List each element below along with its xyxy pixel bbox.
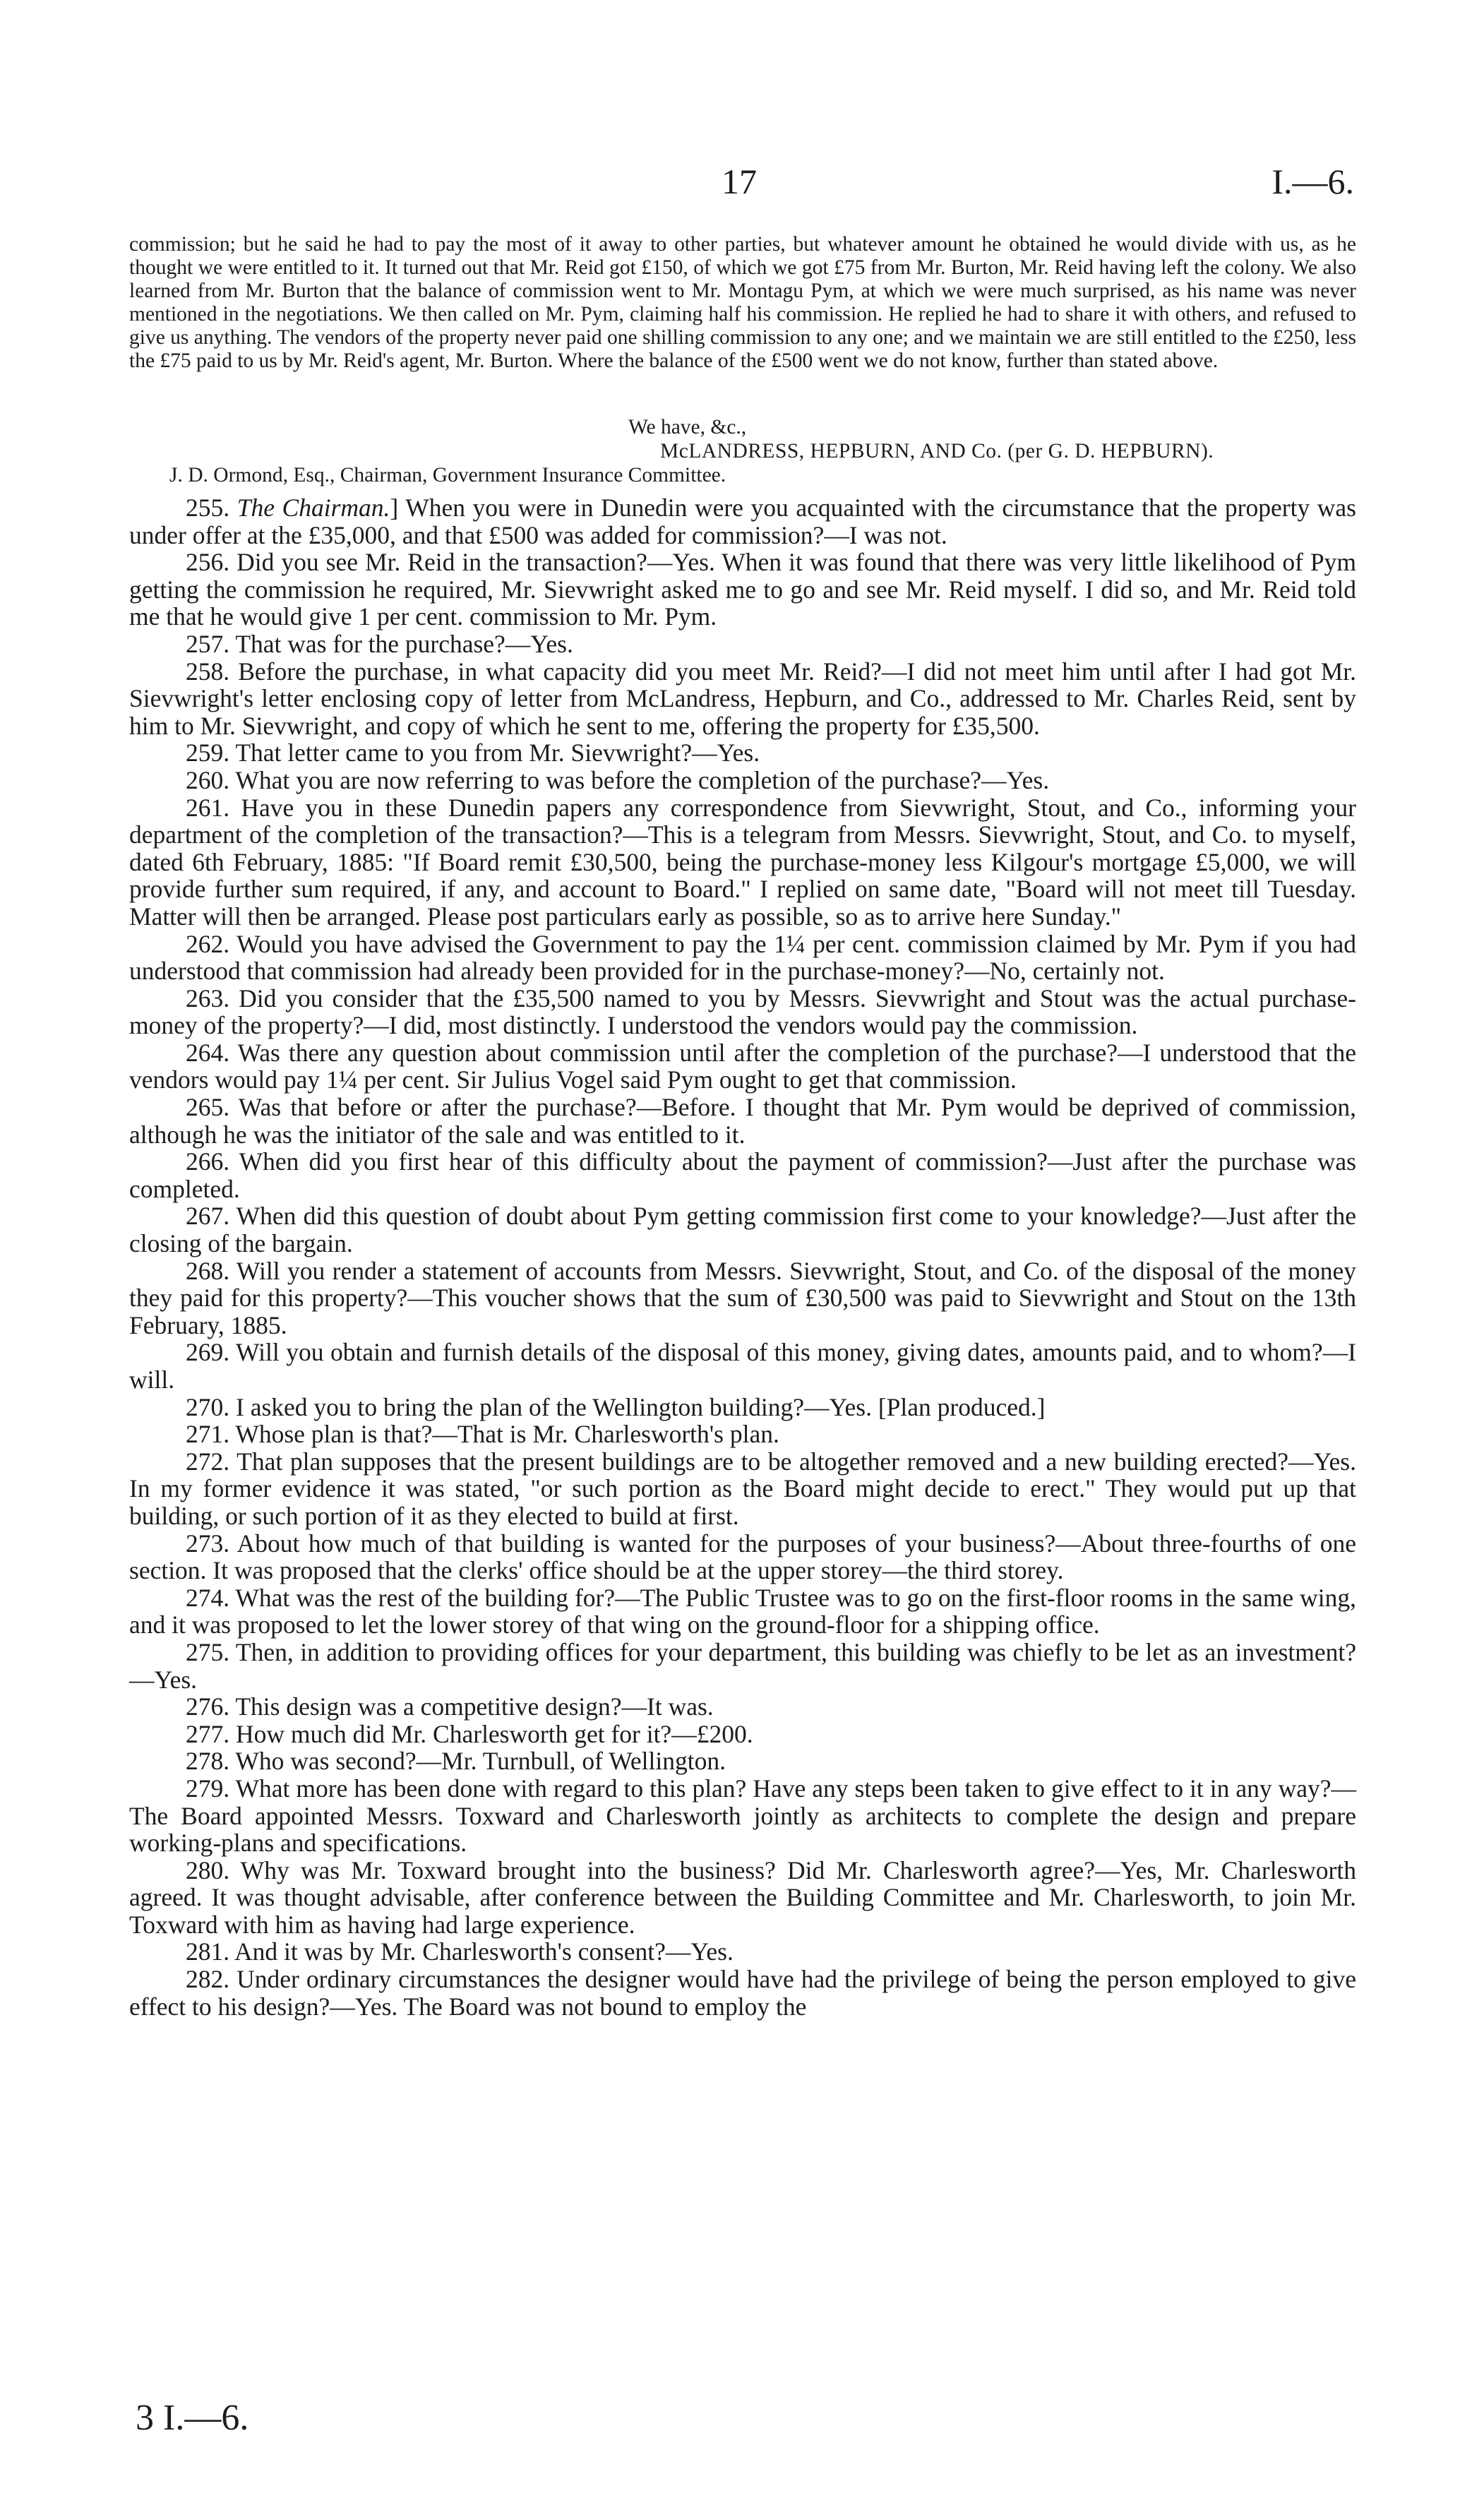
question-282: 282. Under ordinary circumstances the designer would have had the privilege of being the person employed to give effect to his design?—Yes. The Board was not bound to employ the [129,1965,1356,2021]
question-258: 258. Before the purchase, in what capacity did you meet Mr. Reid?—I did not meet him until after I had got Mr. Sievwright's letter enclosing copy of letter from McLandress, Hepburn, and Co., addressed to Mr. Charles Reid, sent by him to Mr. Sievwright, and copy of which he sent to me, offering the property for £35,500. [129,657,1356,740]
question-278: 278. Who was second?—Mr. Turnbull, of Wellington. [186,1747,726,1776]
question-263: 263. Did you consider that the £35,500 named to you by Messrs. Sievwright and Stout was the actual purchase-money of the property?—I did, most distinctly. I understood the vendors would pay the commission. [129,984,1356,1040]
question-259: 259. That letter came to you from Mr. Sievwright?—Yes. [186,739,760,767]
letter-signature: McLANDRESS, HEPBURN, AND Co. (per G. D. HEPBURN). [660,440,1214,462]
page-header [0,161,1484,203]
signature-mark: 3 I.—6. [136,2398,249,2438]
question-271: 271. Whose plan is that?—That is Mr. Charlesworth's plan. [186,1420,779,1449]
evidence-questions [129,494,1356,2020]
question-256: 256. Did you see Mr. Reid in the transaction?—Yes. When it was found that there was very little likelihood of Pym getting the commission he required, Mr. Sievwright asked me to go and see Mr. Reid myself. I did so, and Mr. Reid told me that he would give 1 per cent. commission to Mr. Pym. [129,548,1356,631]
question-260: 260. What you are now referring to was before the completion of the purchase?—Yes. [186,765,1050,794]
question-267: 267. When did this question of doubt about Pym getting commission first come to your knowledge?—Just after the closing of the bargain. [129,1202,1356,1258]
letter-body: commission; but he said he had to pay the most of it away to other parties, but whatever amount he obtained he would divide with us, as he thought we were entitled to it. It turned out that Mr. Reid got £150, of which we got £75 from Mr. Burton, Mr. Reid having left the colony. We also learned from Mr. Burton that the balance of commission went to Mr. Montagu Pym, at which we were much surprised, as his name was never mentioned in the negotiations. We then called on Mr. Pym, claiming half his commission. He replied he had to share it with others, and refused to give us anything. The vendors of the property never paid one shilling commission to any one; and we maintain we are still entitled to the £250, less the £75 paid to us by Mr. Reid's agent, Mr. Burton. Where the balance of the £500 went we do not know, further than stated above. [129,233,1356,372]
question-265: 265. Was that before or after the purchase?—Before. I thought that Mr. Pym would be deprived of commission, although he was the initiator of the sale and was entitled to it. [129,1093,1356,1149]
question-281: 281. And it was by Mr. Charlesworth's consent?—Yes. [186,1937,734,1966]
question-274: 274. What was the rest of the building for?—The Public Trustee was to go on the first-floor rooms in the same wing, and it was proposed to let the lower storey of that wing on the ground-floor for a shipping office. [129,1583,1356,1639]
speaker-label: The Chairman. [237,494,390,522]
question-268: 268. Will you render a statement of accounts from Messrs. Sievwright, Stout, and Co. of the disposal of the money they paid for this property?—This voucher shows that the sum of £30,500 was paid to Sievwright and Stout on the 13th February, 1885. [129,1256,1356,1339]
question-257: 257. That was for the purchase?—Yes. [186,629,573,658]
question-277: 277. How much did Mr. Charlesworth get for it?—£200. [186,1719,753,1748]
question-279: 279. What more has been done with regard to this plan? Have any steps been taken to give effect to it in any way?—The Board appointed Messrs. Toxward and Charlesworth jointly as architects to complete the design and prepare working-plans and specifications. [129,1774,1356,1858]
question-275: 275. Then, in addition to providing offices for your department, this building was chiefly to be let as an investment?—Yes. [129,1637,1356,1694]
letter-excerpt [129,233,1356,373]
question-255: 255. The Chairman.] When you were in Dunedin were you acquainted with the circumstance that the property was under offer at the £35,000, and that £500 was added for commission?—I was not. [129,494,1356,549]
letter-closing: We have, &c., [628,416,747,438]
question-272: 272. That plan supposes that the present buildings are to be altogether removed and a new building erected?—Yes. In my former evidence it was stated, "or such portion as the Board might decide to erect." They would put up that building, or such portion of it as they elected to build at first. [129,1447,1356,1530]
page-number: 17 [722,162,757,201]
document-reference: I.—6. [1271,162,1354,201]
question-264: 264. Was there any question about commission until after the completion of the purchase?—I understood that the vendors would pay 1¼ per cent. Sir Julius Vogel said Pym ought to get that commission. [129,1038,1356,1094]
question-276: 276. This design was a competitive design?—It was. [186,1692,714,1721]
question-280: 280. Why was Mr. Toxward brought into the business? Did Mr. Charlesworth agree?—Yes, Mr. Charlesworth agreed. It was thought advisable, after conference between the Building Committee and Mr. Charlesworth, to join Mr. Toxward with him as having had large experience. [129,1855,1356,1939]
letter-addressee: J. D. Ormond, Esq., Chairman, Government Insurance Committee. [169,464,726,486]
question-255-text: When you were in Dunedin were you acquainted with the circumstance that the property was under offer at the £35,000, and that £500 was added for commission?—I was not. [129,494,1356,549]
question-262: 262. Would you have advised the Government to pay the 1¼ per cent. commission claimed by Mr. Pym if you had understood that commission had already been provided for in the purchase-money?—No, certainly not. [129,929,1356,986]
question-270: 270. I asked you to bring the plan of the Wellington building?—Yes. [Plan produced.] [186,1392,1046,1421]
question-266: 266. When did you first hear of this difficulty about the payment of commission?—Just after the purchase was completed. [129,1147,1356,1203]
question-261: 261. Have you in these Dunedin papers any correspondence from Sievwright, Stout, and Co., informing your department of the completion of the transaction?—This is a telegram from Messrs. Sievwright, Stout, and Co. to myself, dated 6th February, 1885: "If Board remit £30,500, being the purchase-money less Kilgour's mortgage £5,000, we will provide further sum required, if any, and account to Board." I replied on same date, "Board will not meet till Tuesday. Matter will then be arranged. Please post particulars early as possible, so as to arrive here Sunday." [129,793,1356,931]
question-273: 273. About how much of that building is wanted for the purposes of your business?—About three-fourths of one section. It was proposed that the clerks' office should be at the upper storey—the third storey. [129,1529,1356,1585]
question-269: 269. Will you obtain and furnish details of the disposal of this money, giving dates, amounts paid, and to whom?—I will. [129,1338,1356,1394]
